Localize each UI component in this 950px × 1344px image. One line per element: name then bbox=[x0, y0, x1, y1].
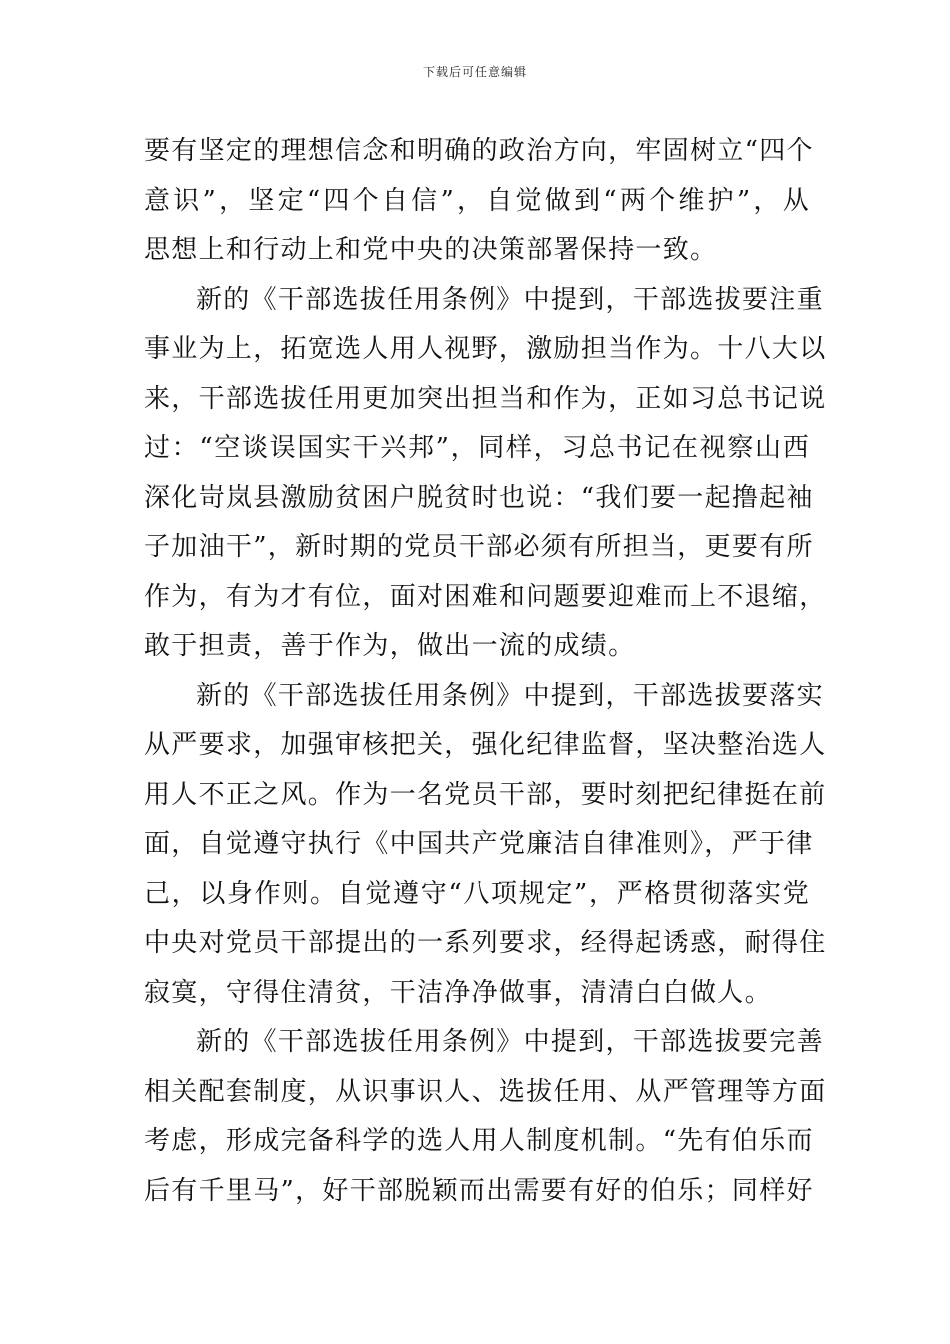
text-line: 敢于担责，善于作为，做出一流的成绩。 bbox=[144, 631, 636, 661]
paragraph-1 bbox=[144, 127, 814, 276]
paragraph-4 bbox=[144, 1018, 827, 1216]
page-header: 下载后可任意编辑 bbox=[422, 65, 527, 79]
text-line: 用人不正之风。作为一名党员干部，要时刻把纪律挺在前 bbox=[144, 779, 827, 810]
text-line: 深化岢岚县激励贫困户脱贫时也说：“我们要一起撸起袖 bbox=[144, 482, 814, 513]
text-line: 子加油干”，新时期的党员干部必须有所担当，更要有所 bbox=[144, 532, 814, 562]
text-line: 作为，有为才有位，面对困难和问题要迎难而上不退缩， bbox=[144, 581, 827, 612]
text-line: 新的《干部选拔任用条例》中提到，干部选拔要注重 bbox=[196, 284, 824, 315]
paragraph-3 bbox=[144, 672, 827, 1019]
document-body bbox=[144, 127, 827, 1216]
text-line: 要有坚定的理想信念和明确的政治方向，牢固树立“四个 bbox=[144, 136, 814, 166]
text-line: 考虑，形成完备科学的选人用人制度机制。“先有伯乐而 bbox=[144, 1126, 814, 1156]
text-line: 新的《干部选拔任用条例》中提到，干部选拔要落实 bbox=[196, 680, 824, 711]
text-line: 意识”，坚定“四个自信”，自觉做到“两个维护”，从 bbox=[144, 185, 810, 216]
text-line: 寂寞，守得住清贫，干洁净净做事，清清白白做人。 bbox=[144, 977, 772, 1008]
text-line: 过：“空谈误国实干兴邦”，同样，习总书记在视察山西 bbox=[144, 433, 810, 463]
text-line: 新的《干部选拔任用条例》中提到，干部选拔要完善 bbox=[196, 1027, 824, 1057]
text-line: 思想上和行动上和党中央的决策部署保持一致。 bbox=[144, 235, 718, 265]
text-line: 中央对党员干部提出的一系列要求，经得起诱惑，耐得住 bbox=[144, 928, 827, 958]
text-line: 来，干部选拔任用更加突出担当和作为，正如习总书记说 bbox=[144, 383, 827, 414]
text-line: 面，自觉遵守执行《中国共产党廉洁自律准则》，严于律 bbox=[144, 829, 814, 859]
text-line: 相关配套制度，从识事识人、选拔任用、从严管理等方面 bbox=[144, 1076, 827, 1107]
text-line: 后有千里马”，好干部脱颖而出需要有好的伯乐；同样好 bbox=[144, 1175, 814, 1206]
text-line: 从严要求，加强审核把关，强化纪律监督，坚决整治选人 bbox=[144, 730, 827, 760]
text-line: 事业为上，拓宽选人用人视野，激励担当作为。十八大以 bbox=[144, 334, 827, 364]
text-line: 己，以身作则。自觉遵守“八项规定”，严格贯彻落实党 bbox=[144, 878, 810, 909]
paragraph-2 bbox=[144, 276, 827, 672]
